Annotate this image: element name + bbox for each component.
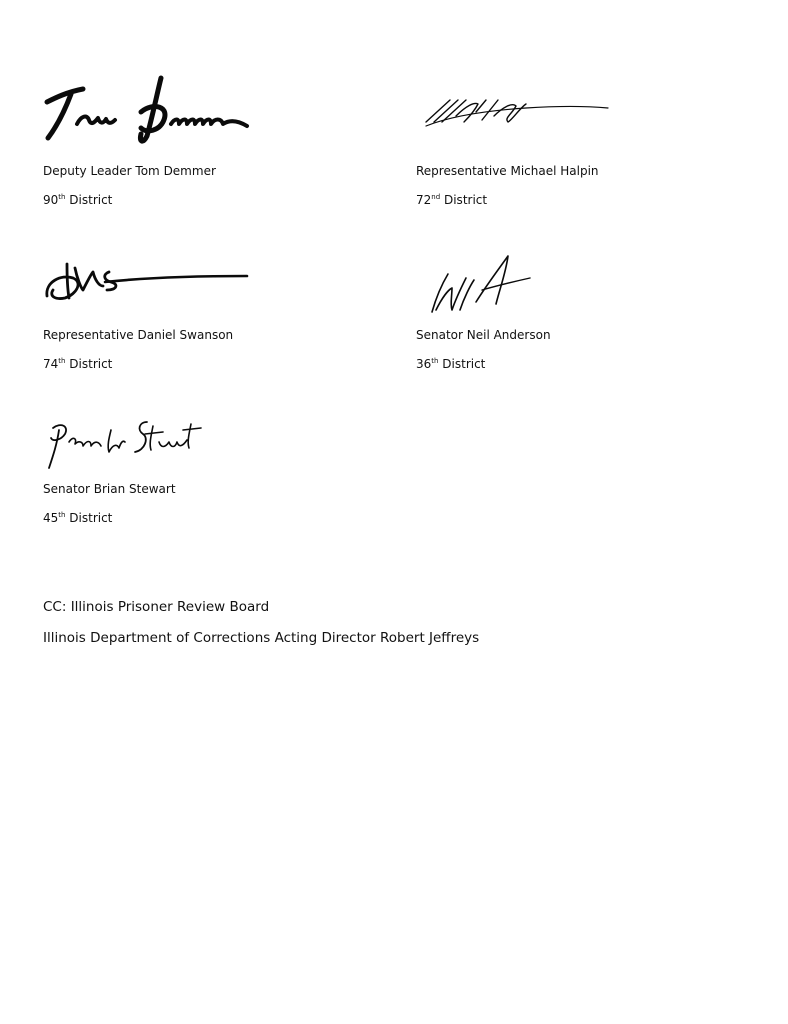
signature-demmer xyxy=(43,72,253,152)
signatory-name: Deputy Leader Tom Demmer xyxy=(43,164,216,178)
signature-block-demmer xyxy=(43,72,383,212)
signature-swanson xyxy=(43,252,253,307)
signature-block-stewart xyxy=(43,410,383,540)
signature-anderson xyxy=(416,250,546,320)
signature-block-swanson xyxy=(43,246,383,376)
cc-line-idoc-director: Illinois Department of Corrections Acting Director Robert Jeffreys xyxy=(43,630,480,646)
signature-block-halpin xyxy=(416,72,756,212)
signatory-district: 36th District xyxy=(416,357,486,371)
signatory-district: 90th District xyxy=(43,193,113,207)
signatory-name: Representative Michael Halpin xyxy=(416,164,599,178)
signature-stewart xyxy=(43,412,213,472)
signatory-name: Representative Daniel Swanson xyxy=(43,328,234,342)
signatory-district: 74th District xyxy=(43,357,113,371)
signatory-district: 45th District xyxy=(43,511,113,525)
signatory-district: 72nd District xyxy=(416,193,488,207)
signatory-name: Senator Neil Anderson xyxy=(416,328,551,342)
cc-line-prisoner-review-board: CC: Illinois Prisoner Review Board xyxy=(43,599,270,615)
signature-halpin xyxy=(416,86,616,146)
signatory-name: Senator Brian Stewart xyxy=(43,482,176,496)
signature-block-anderson xyxy=(416,246,756,376)
